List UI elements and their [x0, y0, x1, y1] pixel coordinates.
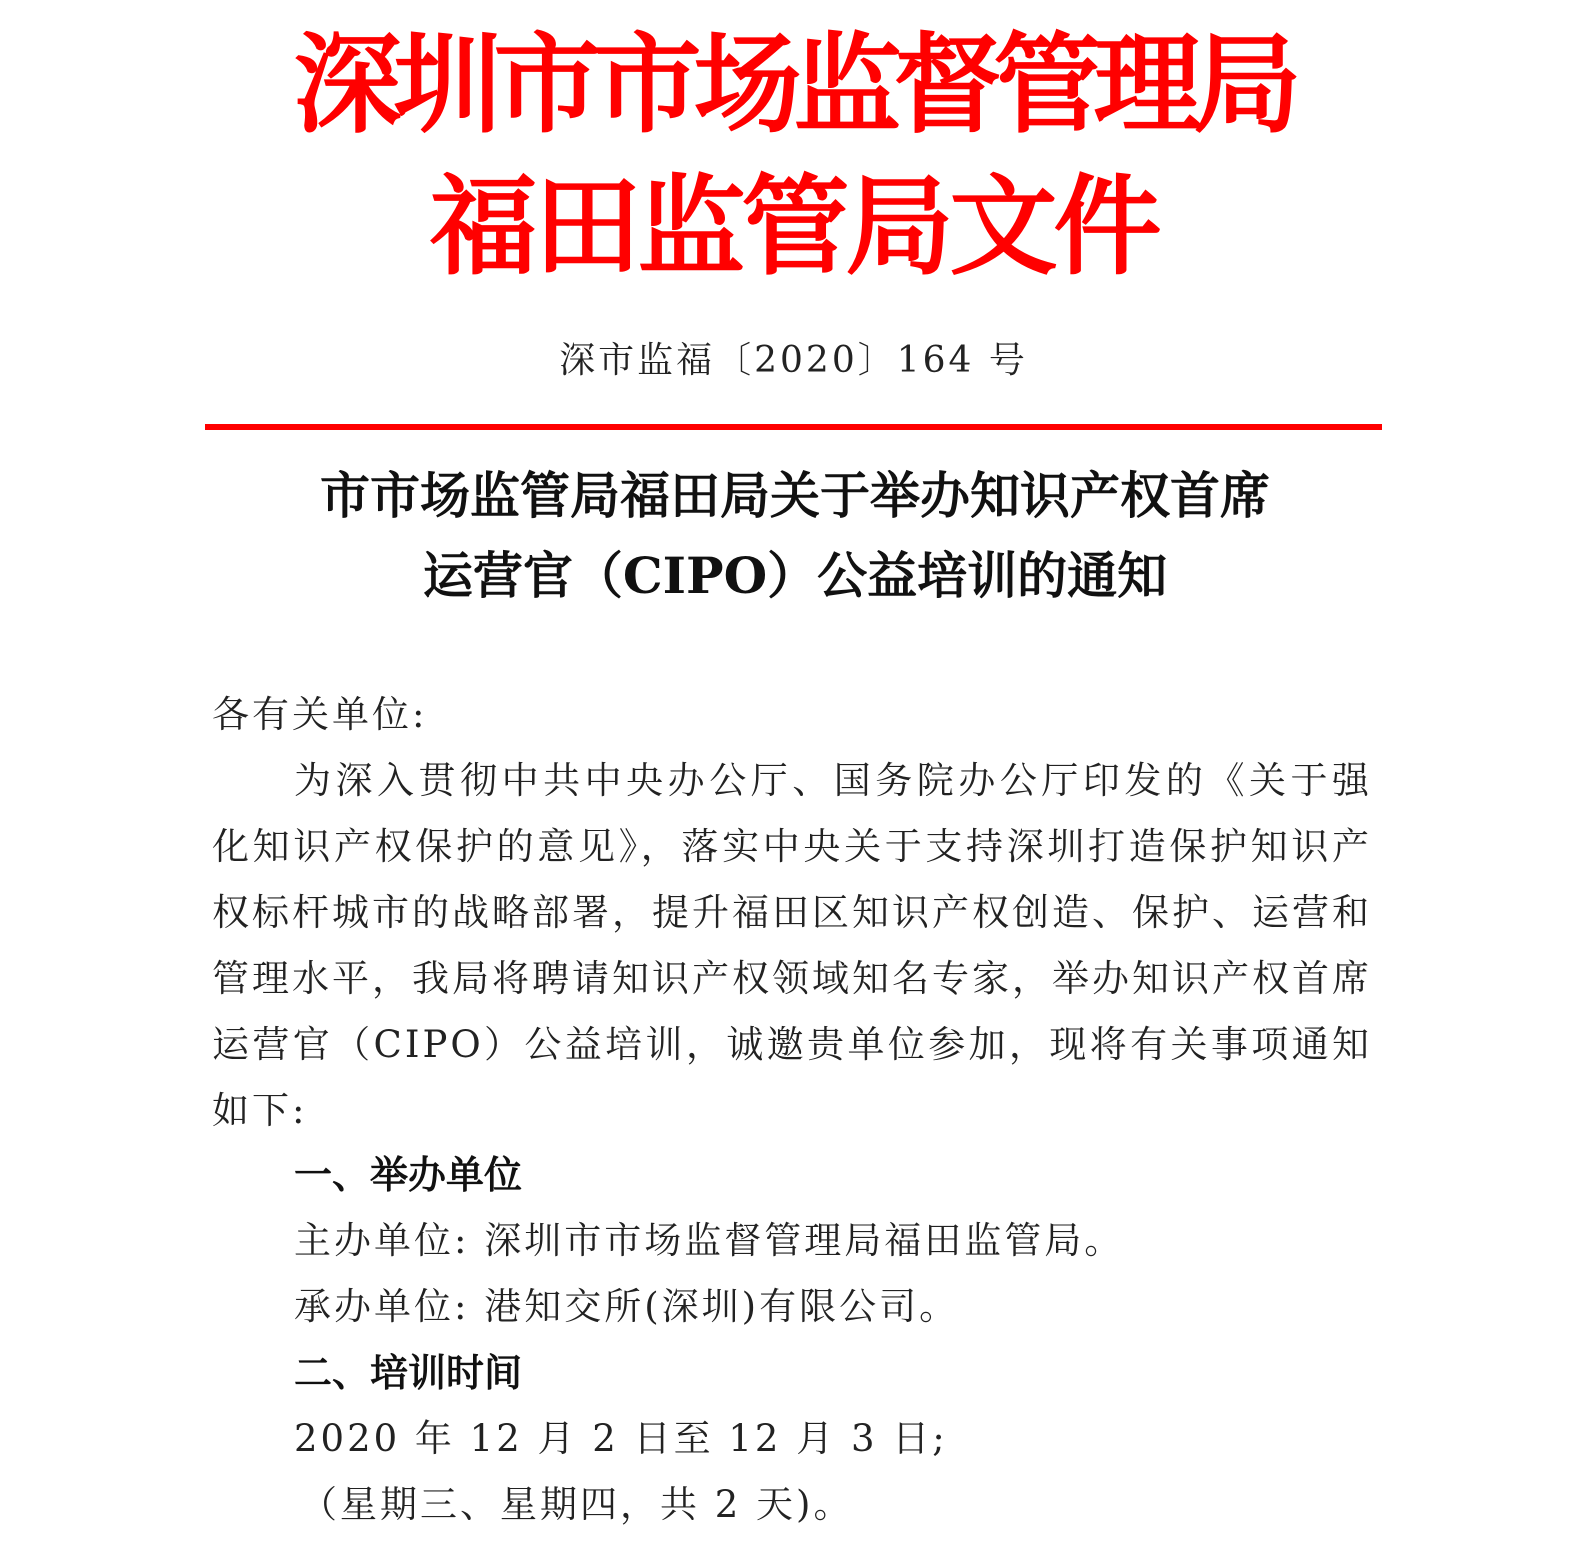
issuer-header-line-2: 福田监管局文件 — [429, 165, 1158, 290]
issuer-header-line-1: 深圳市市场监督管理局 — [293, 23, 1294, 148]
training-weekday-line: （星期三、星期四，共 2 天)。 — [300, 1483, 854, 1526]
red-divider-line — [205, 424, 1382, 430]
organizer-unit-line: 承办单位: 港知交所(深圳)有限公司。 — [294, 1285, 960, 1328]
host-unit-line: 主办单位: 深圳市市场监督管理局福田监管局。 — [294, 1219, 1125, 1262]
intro-paragraph: 为深入贯彻中共中央办公厅、国务院办公厅印发的《关于强化知识产权保护的意见》，落实中央关于支持深圳打造保护知识产权标杆城市的战略部署，提升福田区知识产权创造、保护、运营和管理水平，我局将聘请知识产权领域知名专家，举办知识产权首席运营官（CIPO）公益培训，诚邀贵单位参加，现将有关事项通知如下: — [212, 759, 1372, 1132]
salutation: 各有关单位: — [212, 693, 428, 736]
section-heading-training-time: 二、培训时间 — [294, 1351, 523, 1395]
document-title-line-1: 市市场监管局福田局关于举办知识产权首席 — [320, 466, 1270, 525]
section-heading-organizers: 一、举办单位 — [294, 1153, 523, 1197]
document-number: 深市监福〔2020〕164 号 — [559, 340, 1028, 381]
document-title-line-2: 运营官（CIPO）公益培训的通知 — [422, 546, 1168, 605]
training-date-line: 2020 年 12 月 2 日至 12 月 3 日; — [294, 1417, 948, 1460]
